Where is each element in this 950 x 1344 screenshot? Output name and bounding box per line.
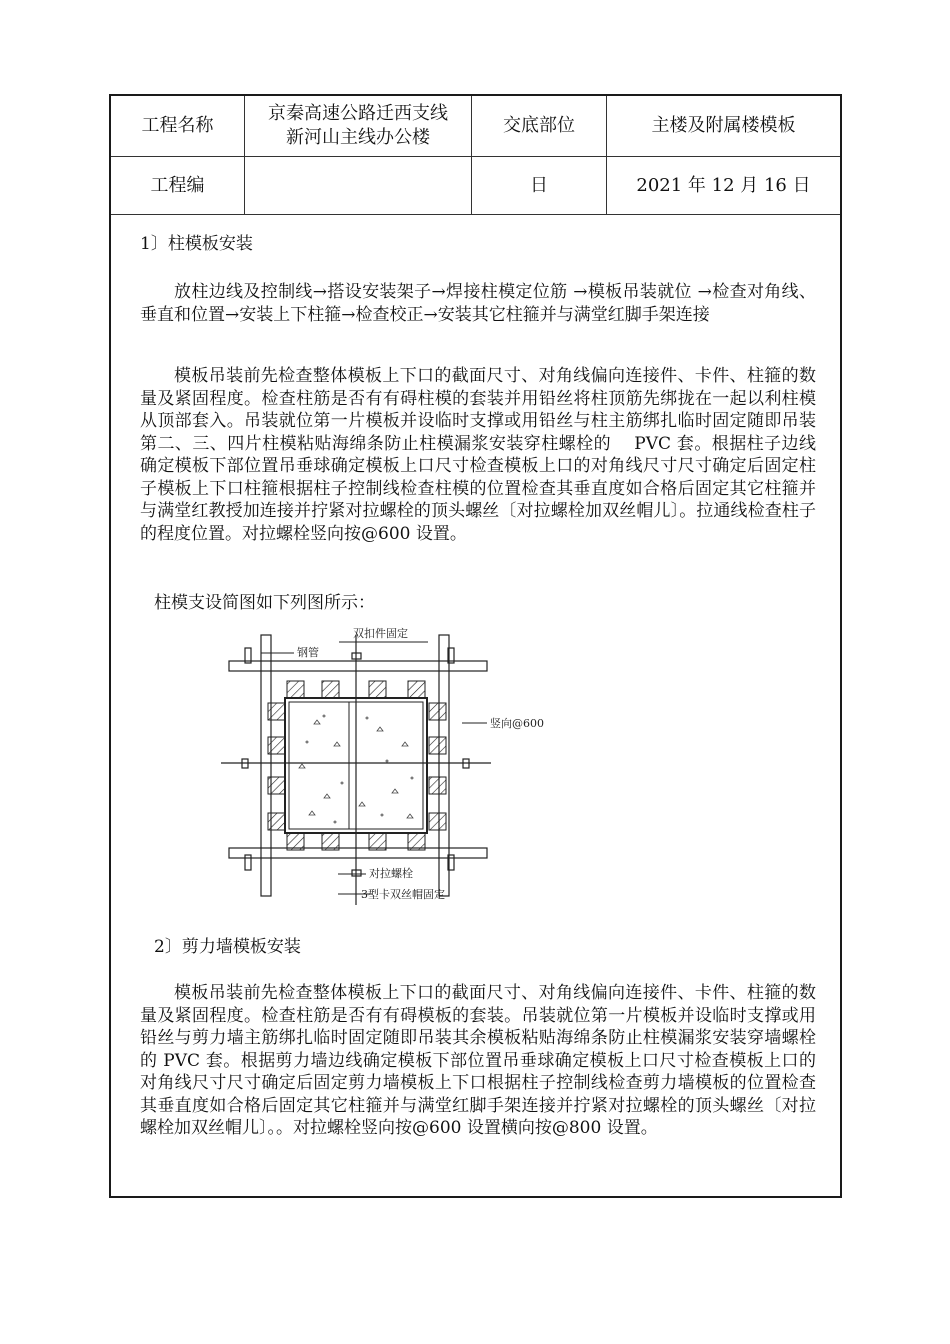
header-row-2 bbox=[111, 157, 840, 215]
column-flow-text: 放柱边线及控制线→搭设安装架子→焊接柱模定位筋 →模板吊装就位 →检查对角线、垂直和位置→安装上下柱箍→检查校正→安装其它柱箍并与满堂红脚手架连接 bbox=[140, 282, 816, 325]
part-label: 交底部位 bbox=[472, 96, 607, 156]
project-name-line2: 新河山主线办公楼 bbox=[286, 127, 430, 148]
shear-wall-body-text: 模板吊装前先检查整体模板上下口的截面尺寸、对角线偏向连接件、卡件、柱箍的数量及紧固程度。检查柱筋是否有有碍模板的套装。吊装就位第一片模板并设临时支撑或用铅丝与剪力墙主筋绑扎临时固定随即吊装其余模板粘贴海绵条防止柱模漏浆安装穿墙螺栓的 PVC 套。根据剪力墙边线确定模板下部位置吊垂球确定模板上口尺寸检查模板上口的对角线尺寸尺寸确定后固定剪力墙模板上下口根据柱子控制线检查剪力墙模板的位置检查其垂直度如合格后固定其它柱箍并与满堂红脚手架连接并拧紧对拉螺栓的顶头螺丝〔对拉螺栓加双丝帽儿〕。。对拉螺栓竖向按@600 设置横向按@800 设置。 bbox=[140, 983, 816, 1138]
figure-caption: 柱模支设简图如下列图所示： bbox=[154, 593, 375, 613]
header-row-1 bbox=[111, 96, 840, 157]
label-double-clamp: 双扣件固定 bbox=[353, 627, 408, 640]
part-value: 主楼及附属楼模板 bbox=[651, 115, 796, 136]
label-tie-bolt: 对拉螺栓 bbox=[369, 867, 413, 880]
header-table bbox=[111, 96, 840, 215]
project-no-label: 工程编 bbox=[111, 157, 245, 214]
date-value: 2021 年 12 月 16 日 bbox=[636, 174, 811, 196]
column-formwork-diagram bbox=[111, 215, 840, 1035]
project-name-line1: 京秦高速公路迁西支线 bbox=[268, 103, 448, 124]
date-label: 日 bbox=[472, 157, 607, 214]
label-vertical-spacing: 竖向@600 bbox=[490, 717, 544, 730]
document-table bbox=[109, 94, 842, 1198]
label-steel-pipe: 钢管 bbox=[297, 646, 319, 659]
project-name-label: 工程名称 bbox=[111, 96, 245, 156]
project-no-value bbox=[245, 157, 472, 214]
column-section-heading: 1〕柱模板安装 bbox=[140, 234, 253, 254]
project-name-value bbox=[245, 96, 472, 156]
label-bolt-fixing: 3型卡双丝帽固定 bbox=[361, 888, 445, 901]
column-body-text: 模板吊装前先检查整体模板上下口的截面尺寸、对角线偏向连接件、卡件、柱箍的数量及紧固程度。检查柱筋是否有有碍柱模的套装并用铅丝将柱顶筋先绑拢在一起以利柱模从顶部套入。吊装就位第一片模板并设临时支撑或用铅丝与柱主筋绑扎临时固定随即吊装第二、三、四片柱模粘贴海绵条防止柱模漏浆安装穿柱螺栓的 PVC 套。根据柱子边线确定模板下部位置吊垂球确定模板上口尺寸检查模板上口的对角线尺寸尺寸确定后固定柱子模板上下口柱箍根据柱子控制线检查柱模的位置检查其垂直度如合格后固定其它柱箍并与满堂红教授加连接并拧紧对拉螺栓的顶头螺丝〔对拉螺栓加双丝帽儿〕。拉通线检查柱子的程度位置。对拉螺栓竖向按@600 设置。 bbox=[140, 366, 816, 544]
shear-wall-section-heading: 2〕剪力墙模板安装 bbox=[154, 937, 301, 957]
